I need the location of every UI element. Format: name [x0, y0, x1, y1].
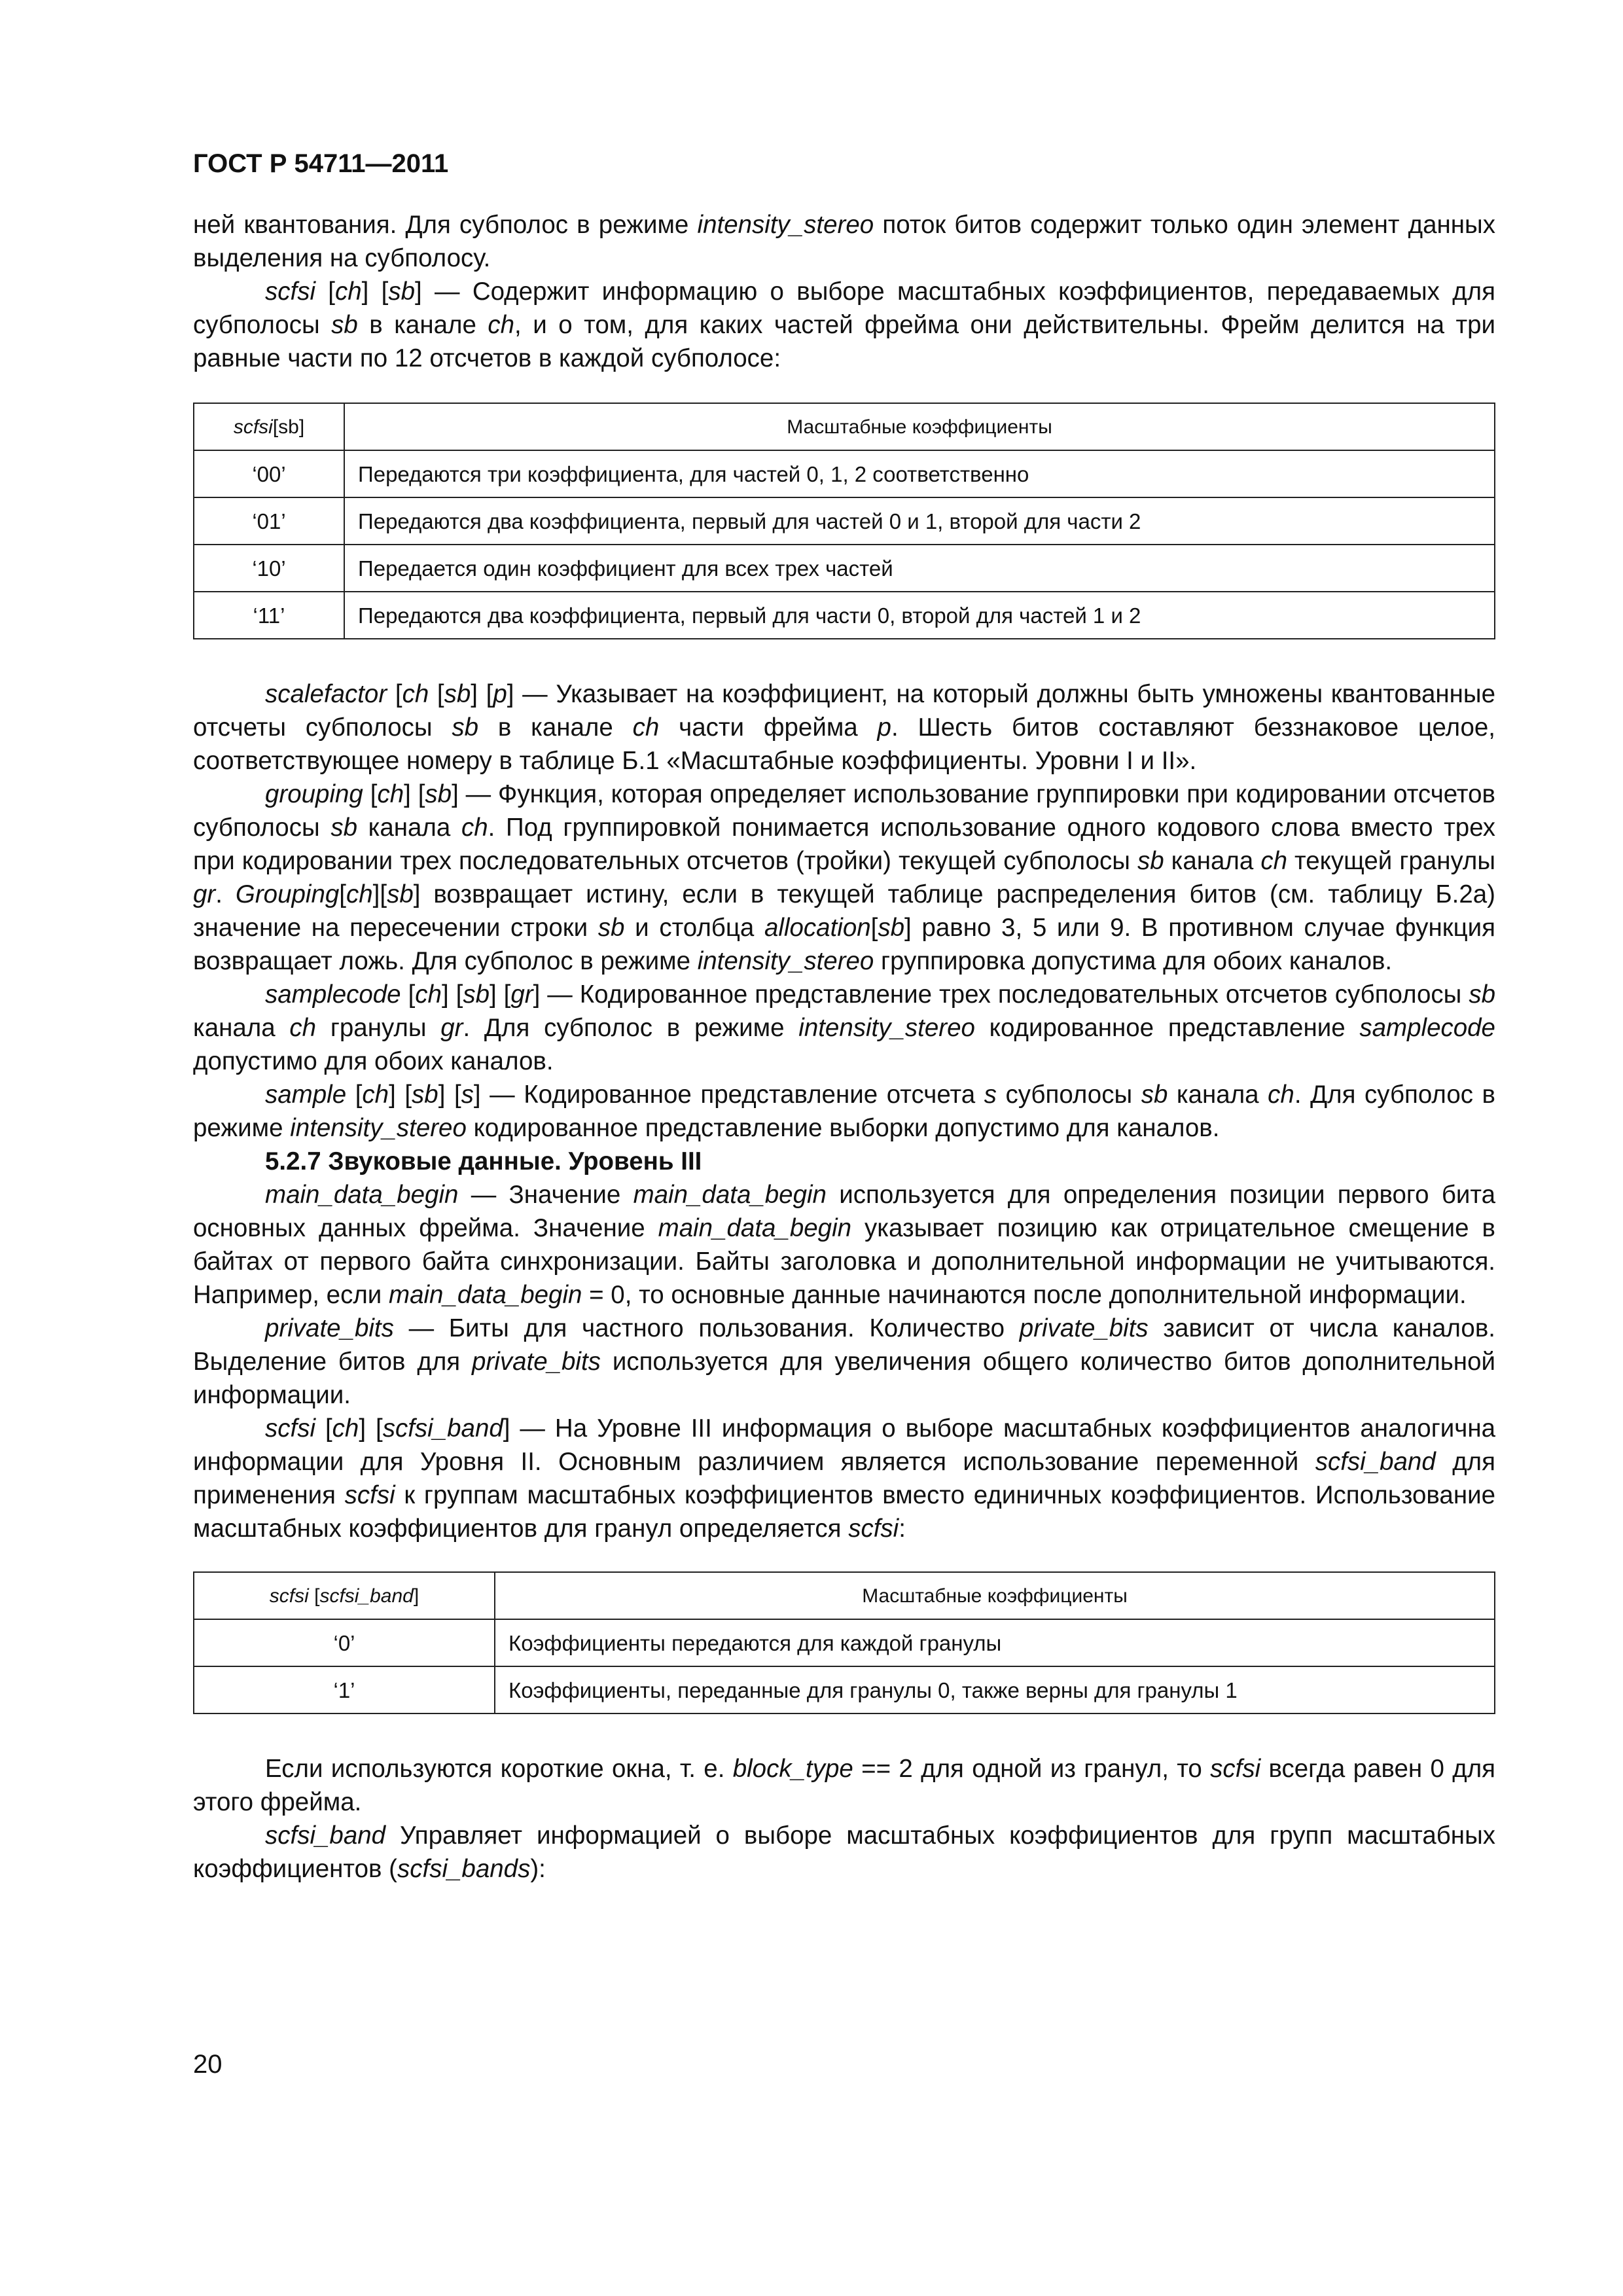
table-header-cell: scfsi [scfsi_band] [194, 1572, 495, 1619]
paragraph-grouping: grouping [ch] [sb] — Функция, которая определяет использование группировки при кодировании отсчетов субполосы sb канала ch. Под группировкой понимается использование одного кодового слова вместо трех при кодировании трех последовательных отсчетов (тройки) текущей субполосы sb канала ch текущей гранулы gr. Grouping[ch][sb] возвращает истину, если в текущей таблице распределения битов (см. таблицу Б.2а) значение на пересечении строки sb и столбца allocation[sb] равно 3, 5 или 9. В противном случае функция возвращает ложь. Для субполос в режиме intensity_stereo группировка допустима для обоих каналов. [193, 780, 1496, 975]
page-header: ГОСТ Р 54711—2011 [193, 149, 449, 178]
table-cell-text: Коэффициенты передаются для каждой гранулы [495, 1619, 1495, 1666]
table-cell-code: ‘1’ [194, 1666, 495, 1713]
table-cell-text: Передаются два коэффициента, первый для части 0, второй для частей 1 и 2 [344, 592, 1495, 639]
table-row [194, 1619, 1495, 1666]
table-row [194, 450, 1495, 497]
paragraph-main-data-begin: main_data_begin — Значение main_data_begin используется для определения позиции первого бита основных данных фрейма. Значение main_data_begin указывает позицию как отрицательное смещение в байтах от первого байта синхронизации. Байты заголовка и дополнительной информации не учитываются. Например, если main_data_begin = 0, то основные данные начинаются после дополнительной информации. [193, 1181, 1495, 1309]
scfsi-band-table [193, 1571, 1495, 1714]
table-cell-text: Передается один коэффициент для всех трех частей [344, 545, 1495, 592]
table-cell-code: ‘01’ [194, 497, 344, 545]
scfsi-table [193, 403, 1495, 639]
table-row [194, 545, 1495, 592]
table-header-cell: Масштабные коэффициенты [495, 1572, 1495, 1619]
table-header-cell: scfsi[sb] [194, 403, 344, 450]
table-row [194, 1666, 1495, 1713]
table-header-cell: Масштабные коэффициенты [344, 403, 1495, 450]
paragraph-scfsi-band: scfsi [ch] [scfsi_band] — На Уровне III информация о выборе масштабных коэффициентов аналогична информации для Уровня II. Основным различием является использование переменной scfsi_band для применения scfsi к группам масштабных коэффициентов вместо единичных коэффициентов. Использование масштабных коэффициентов для гранул определяется scfsi: [193, 1414, 1495, 1543]
table-cell-code: ‘00’ [194, 450, 344, 497]
page-number: 20 [193, 2050, 223, 2079]
page-content [193, 208, 1495, 1886]
paragraph-samplecode: samplecode [ch] [sb] [gr] — Кодированное представление трех последовательных отсчетов субполосы sb канала ch гранулы gr. Для субполос в режиме intensity_stereo кодированное представление samplecode допустимо для обоих каналов. [193, 980, 1495, 1075]
table-cell-code: ‘10’ [194, 545, 344, 592]
table-row [194, 592, 1495, 639]
table-header-row [194, 403, 1495, 450]
table-cell-text: Передаются три коэффициента, для частей 0, 1, 2 соответственно [344, 450, 1495, 497]
table-header-row [194, 1572, 1495, 1619]
section-heading: 5.2.7 Звуковые данные. Уровень III [265, 1147, 702, 1175]
paragraph-scfsi: scfsi [ch] [sb] — Содержит информацию о выборе масштабных коэффициентов, передаваемых для субполосы sb в канале ch, и о том, для каких частей фрейма они действительны. Фрейм делится на три равные части по 12 отсчетов в каждой субполосе: [193, 278, 1496, 372]
paragraph-short-windows: Если используются короткие окна, т. е. block_type == 2 для одной из гранул, то scfsi всегда равен 0 для этого фрейма. [193, 1755, 1496, 1816]
paragraph-continuation: ней квантования. Для субполос в режиме intensity_stereo поток битов содержит только один элемент данных выделения на субполосу. [193, 211, 1495, 272]
paragraph-sample: sample [ch] [sb] [s] — Кодированное представление отсчета s субполосы sb канала ch. Для субполос в режиме intensity_stereo кодированное представление выборки допустимо для каналов. [193, 1081, 1495, 1142]
table-cell-code: ‘0’ [194, 1619, 495, 1666]
table-row [194, 497, 1495, 545]
paragraph-scfsi-bands: scfsi_band Управляет информацией о выборе масштабных коэффициентов для групп масштабных коэффициентов (scfsi_bands): [193, 1821, 1495, 1883]
table-cell-text: Передаются два коэффициента, первый для частей 0 и 1, второй для части 2 [344, 497, 1495, 545]
table-cell-code: ‘11’ [194, 592, 344, 639]
table-cell-text: Коэффициенты, переданные для гранулы 0, также верны для гранулы 1 [495, 1666, 1495, 1713]
paragraph-scalefactor: scalefactor [ch [sb] [p] — Указывает на коэффициент, на который должны быть умножены квантованные отсчеты субполосы sb в канале ch части фрейма p. Шесть битов составляют беззнаковое целое, соответствующее номеру в таблице Б.1 «Масштабные коэффициенты. Уровни I и II». [193, 680, 1495, 775]
paragraph-private-bits: private_bits — Биты для частного пользования. Количество private_bits зависит от числа каналов. Выделение битов для private_bits используется для увеличения общего количество битов дополнительной информации. [193, 1314, 1495, 1409]
